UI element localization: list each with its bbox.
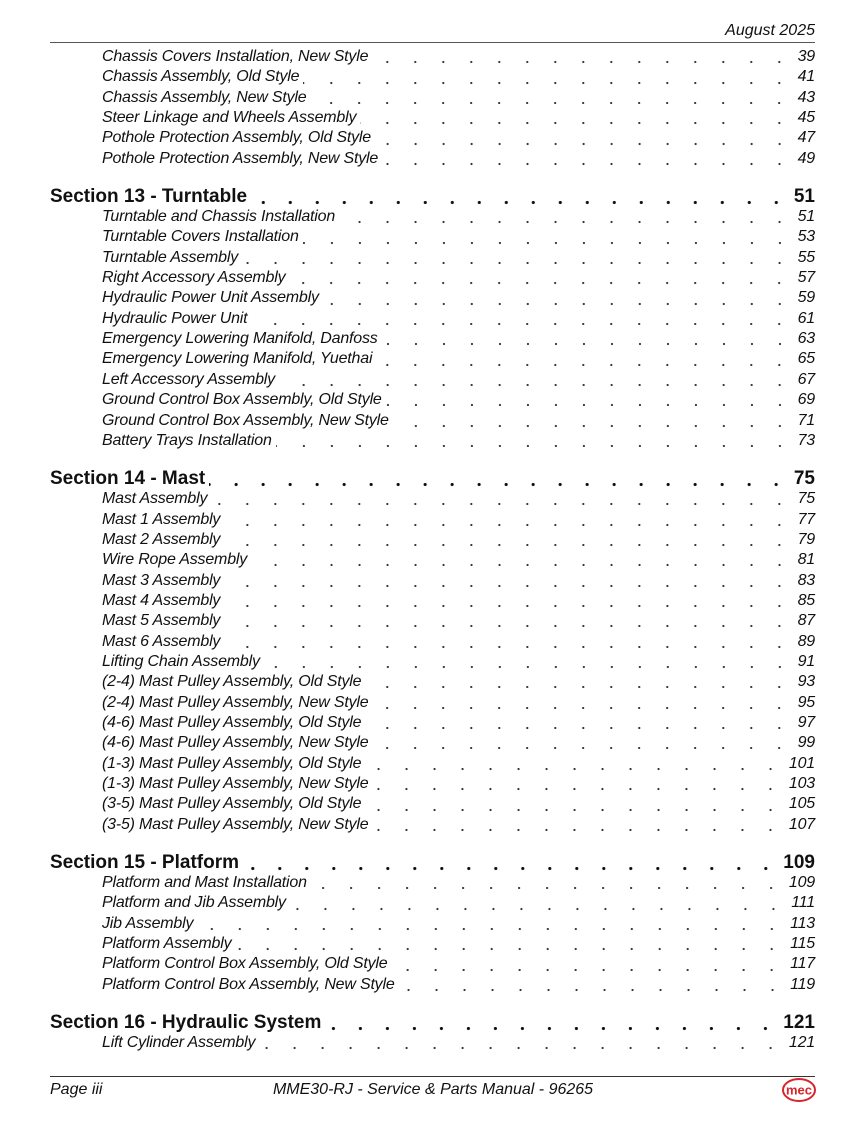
toc-page-number: 55 bbox=[797, 248, 815, 266]
toc-page-number: 71 bbox=[797, 411, 815, 429]
toc-page-number: 111 bbox=[791, 894, 815, 912]
toc-page-number: 65 bbox=[797, 350, 815, 368]
dot-leader bbox=[376, 363, 793, 367]
dot-leader bbox=[224, 624, 793, 628]
toc-entry-title: Chassis Assembly, New Style bbox=[102, 88, 307, 106]
toc-page-number: 97 bbox=[797, 713, 815, 731]
toc-entry[interactable] bbox=[50, 550, 815, 570]
toc-page-number: 119 bbox=[790, 975, 815, 993]
toc-entry[interactable] bbox=[50, 349, 815, 369]
dot-leader bbox=[323, 302, 794, 306]
dot-leader bbox=[197, 927, 786, 931]
toc-entry-title: Section 14 - Mast bbox=[50, 468, 206, 490]
toc-entry[interactable] bbox=[50, 693, 815, 713]
toc-entry[interactable] bbox=[50, 591, 815, 611]
toc-entry-title: (4-6) Mast Pulley Assembly, New Style bbox=[102, 734, 369, 752]
dot-leader bbox=[211, 502, 793, 506]
toc-entry[interactable] bbox=[50, 632, 815, 652]
toc-entry-title: Lifting Chain Assembly bbox=[102, 652, 260, 670]
toc-entry[interactable] bbox=[50, 411, 815, 431]
toc-entry-title: Right Accessory Assembly bbox=[102, 269, 286, 287]
toc-entry-title: Emergency Lowering Manifold, Danfoss bbox=[102, 330, 378, 348]
dot-leader bbox=[235, 947, 786, 951]
dot-leader bbox=[243, 866, 779, 871]
toc-page-number: 99 bbox=[797, 734, 815, 752]
toc-entry[interactable] bbox=[50, 1033, 815, 1053]
toc-entry[interactable] bbox=[50, 67, 815, 87]
toc-entry-title: Platform Control Box Assembly, Old Style bbox=[102, 955, 388, 973]
toc-page-number: 103 bbox=[788, 775, 815, 792]
toc-entry-title: (1-3) Mast Pulley Assembly, Old Style bbox=[102, 754, 362, 772]
toc-page-number: 93 bbox=[797, 673, 815, 691]
toc-page-number: 51 bbox=[793, 186, 815, 208]
toc-entry-title: (3-5) Mast Pulley Assembly, Old Style bbox=[102, 795, 362, 813]
dot-leader bbox=[224, 604, 793, 608]
dot-leader bbox=[365, 726, 793, 730]
toc-entry[interactable] bbox=[50, 149, 815, 169]
toc-entry-title: (1-3) Mast Pulley Assembly, New Style bbox=[102, 775, 369, 792]
dot-leader bbox=[365, 808, 785, 812]
dot-leader bbox=[303, 81, 793, 85]
toc-entry-title: Turntable Assembly bbox=[102, 248, 239, 266]
toc-page-number: 77 bbox=[797, 510, 815, 528]
toc-entry[interactable] bbox=[50, 934, 815, 954]
toc-entry[interactable] bbox=[50, 794, 815, 814]
dot-leader bbox=[251, 563, 794, 567]
dot-leader bbox=[242, 261, 794, 265]
toc-entry-title: Chassis Covers Installation, New Style bbox=[102, 48, 369, 65]
dot-leader bbox=[224, 645, 793, 649]
toc-page-number: 39 bbox=[797, 48, 815, 65]
toc-entry[interactable] bbox=[50, 88, 815, 108]
dot-leader bbox=[310, 101, 793, 105]
toc-page-number: 87 bbox=[797, 612, 815, 630]
toc-entry[interactable] bbox=[50, 571, 815, 591]
toc-page-number: 75 bbox=[797, 490, 815, 508]
toc-page-number: 117 bbox=[790, 955, 815, 973]
toc-entry-title: Mast 2 Assembly bbox=[102, 530, 221, 548]
toc-entry[interactable] bbox=[50, 227, 815, 247]
toc-entry[interactable] bbox=[50, 510, 815, 530]
toc-entry[interactable] bbox=[50, 207, 815, 227]
toc-entry[interactable] bbox=[50, 288, 815, 308]
toc-page-number: 67 bbox=[797, 370, 815, 388]
dot-leader bbox=[386, 403, 794, 407]
toc-entry-title: Pothole Protection Assembly, New Style bbox=[102, 149, 379, 167]
toc-section-heading[interactable] bbox=[50, 852, 815, 873]
toc-entry[interactable] bbox=[50, 128, 815, 148]
toc-entry-title: Ground Control Box Assembly, New Style bbox=[102, 411, 389, 429]
dot-leader bbox=[224, 584, 793, 588]
dot-leader bbox=[264, 665, 794, 669]
toc-entry-title: Turntable Covers Installation bbox=[102, 228, 299, 246]
table-of-contents bbox=[50, 47, 815, 1053]
toc-entry[interactable] bbox=[50, 914, 815, 934]
toc-entry-title: Section 13 - Turntable bbox=[50, 186, 248, 208]
toc-page-number: 113 bbox=[790, 914, 815, 932]
toc-page-number: 115 bbox=[790, 935, 815, 953]
toc-entry[interactable] bbox=[50, 733, 815, 753]
toc-entry-title: Mast 1 Assembly bbox=[102, 510, 221, 528]
toc-entry-title: Platform Assembly bbox=[102, 935, 232, 953]
toc-entry[interactable] bbox=[50, 611, 815, 631]
document-title: MME30-RJ - Service & Parts Manual - 96265 bbox=[272, 1081, 594, 1098]
toc-entry-title: Platform Control Box Assembly, New Style bbox=[102, 975, 395, 993]
toc-entry[interactable] bbox=[50, 329, 815, 349]
dot-leader bbox=[360, 121, 793, 125]
toc-entry[interactable] bbox=[50, 489, 815, 509]
toc-entry[interactable] bbox=[50, 713, 815, 733]
toc-entry-title: Hydraulic Power Unit Assembly bbox=[102, 289, 319, 307]
toc-page-number: 63 bbox=[797, 330, 815, 348]
toc-entry-title: (2-4) Mast Pulley Assembly, Old Style bbox=[102, 673, 362, 691]
toc-entry-title: Mast 4 Assembly bbox=[102, 591, 221, 609]
toc-entry-title: Chassis Assembly, Old Style bbox=[102, 68, 300, 86]
dot-leader bbox=[259, 1046, 785, 1050]
toc-entry-title: Mast 5 Assembly bbox=[102, 612, 221, 630]
toc-entry[interactable] bbox=[50, 652, 815, 672]
dot-leader bbox=[375, 142, 794, 146]
toc-page-number: 45 bbox=[797, 109, 815, 127]
dot-leader bbox=[224, 523, 793, 527]
toc-entry[interactable] bbox=[50, 774, 815, 794]
toc-section-heading[interactable] bbox=[50, 468, 815, 489]
toc-entry[interactable] bbox=[50, 530, 815, 550]
toc-entry-title: Pothole Protection Assembly, Old Style bbox=[102, 129, 371, 147]
toc-page-number: 95 bbox=[797, 693, 815, 711]
toc-section-heading[interactable] bbox=[50, 186, 815, 207]
toc-entry[interactable] bbox=[50, 754, 815, 774]
toc-page-number: 101 bbox=[788, 754, 815, 772]
toc-entry[interactable] bbox=[50, 248, 815, 268]
toc-entry[interactable] bbox=[50, 815, 815, 835]
toc-entry-title: Mast Assembly bbox=[102, 490, 208, 508]
toc-entry-title: Emergency Lowering Manifold, Yuethai bbox=[102, 350, 373, 368]
dot-leader bbox=[365, 685, 793, 689]
dot-leader bbox=[251, 322, 793, 326]
toc-entry-title: Turntable and Chassis Installation bbox=[102, 208, 336, 226]
dot-leader bbox=[391, 968, 786, 972]
dot-leader bbox=[372, 60, 793, 64]
dot-leader bbox=[276, 444, 794, 448]
dot-leader bbox=[372, 828, 784, 832]
toc-entry[interactable] bbox=[50, 370, 815, 390]
header-divider bbox=[50, 42, 815, 43]
toc-page-number: 61 bbox=[797, 309, 815, 327]
toc-page-number: 79 bbox=[797, 530, 815, 548]
toc-entry-title: (3-5) Mast Pulley Assembly, New Style bbox=[102, 815, 369, 833]
toc-page-number: 75 bbox=[793, 468, 815, 490]
toc-entry-title: (2-4) Mast Pulley Assembly, New Style bbox=[102, 693, 369, 711]
footer-divider bbox=[50, 1076, 815, 1077]
dot-leader bbox=[399, 988, 787, 992]
toc-entry-title: Lift Cylinder Assembly bbox=[102, 1034, 256, 1052]
toc-entry[interactable] bbox=[50, 268, 815, 288]
dot-leader bbox=[311, 886, 785, 890]
dot-leader bbox=[382, 342, 794, 346]
dot-leader bbox=[290, 907, 787, 911]
toc-entry[interactable] bbox=[50, 108, 815, 128]
dot-leader bbox=[279, 383, 794, 387]
toc-page-number: 91 bbox=[797, 652, 815, 670]
toc-page-number: 53 bbox=[797, 228, 815, 246]
dot-leader bbox=[339, 220, 794, 224]
toc-entry-title: Section 16 - Hydraulic System bbox=[50, 1012, 322, 1034]
toc-page-number: 59 bbox=[797, 289, 815, 307]
mec-logo-icon bbox=[782, 1078, 816, 1102]
toc-page-number: 89 bbox=[797, 632, 815, 650]
toc-entry[interactable] bbox=[50, 390, 815, 410]
toc-page-number: 47 bbox=[797, 129, 815, 147]
toc-page-number: 109 bbox=[783, 852, 815, 874]
toc-page-number: 109 bbox=[788, 874, 815, 892]
dot-leader bbox=[372, 787, 784, 791]
toc-section-heading[interactable] bbox=[50, 1012, 815, 1033]
toc-entry-title: Mast 6 Assembly bbox=[102, 632, 221, 650]
toc-entry[interactable] bbox=[50, 893, 815, 913]
toc-entry-title: Ground Control Box Assembly, Old Style bbox=[102, 391, 382, 409]
toc-entry-title: Section 15 - Platform bbox=[50, 852, 239, 874]
toc-entry-title: Jib Assembly bbox=[102, 914, 194, 932]
dot-leader bbox=[325, 1026, 779, 1031]
toc-entry-title: Battery Trays Installation bbox=[102, 431, 272, 449]
toc-page-number: 83 bbox=[797, 571, 815, 589]
toc-page-number: 57 bbox=[797, 269, 815, 287]
toc-entry[interactable] bbox=[50, 975, 815, 995]
toc-page-number: 121 bbox=[783, 1012, 815, 1034]
dot-leader bbox=[382, 162, 794, 166]
toc-page-number: 81 bbox=[797, 551, 815, 569]
dot-leader bbox=[303, 241, 794, 245]
toc-entry-title: Left Accessory Assembly bbox=[102, 370, 275, 388]
dot-leader bbox=[251, 200, 790, 205]
page-number: Page iii bbox=[50, 1081, 103, 1098]
header-date: August 2025 bbox=[725, 22, 815, 39]
dot-leader bbox=[224, 543, 793, 547]
toc-entry-title: Mast 3 Assembly bbox=[102, 571, 221, 589]
svg-text:mec: mec bbox=[785, 1082, 813, 1098]
toc-entry-title: Platform and Jib Assembly bbox=[102, 894, 286, 912]
dot-leader bbox=[365, 767, 785, 771]
toc-entry[interactable] bbox=[50, 954, 815, 974]
toc-page-number: 69 bbox=[797, 391, 815, 409]
toc-entry-title: Wire Rope Assembly bbox=[102, 551, 248, 569]
toc-page-number: 107 bbox=[788, 815, 815, 833]
toc-entry[interactable] bbox=[50, 47, 815, 67]
toc-page-number: 49 bbox=[797, 149, 815, 167]
dot-leader bbox=[372, 746, 793, 750]
dot-leader bbox=[209, 482, 790, 487]
toc-page-number: 85 bbox=[797, 591, 815, 609]
toc-entry[interactable] bbox=[50, 672, 815, 692]
toc-entry[interactable] bbox=[50, 309, 815, 329]
toc-entry-title: Hydraulic Power Unit bbox=[102, 309, 248, 327]
toc-page-number: 43 bbox=[797, 88, 815, 106]
toc-page-number: 121 bbox=[788, 1034, 815, 1052]
toc-entry[interactable] bbox=[50, 431, 815, 451]
toc-page-number: 105 bbox=[788, 795, 815, 813]
toc-entry-title: Platform and Mast Installation bbox=[102, 874, 307, 892]
toc-page-number: 51 bbox=[797, 208, 815, 226]
toc-page-number: 41 bbox=[797, 68, 815, 86]
dot-leader bbox=[393, 424, 794, 428]
toc-entry-title: (4-6) Mast Pulley Assembly, Old Style bbox=[102, 713, 362, 731]
toc-page-number: 73 bbox=[797, 431, 815, 449]
dot-leader bbox=[372, 706, 793, 710]
toc-entry[interactable] bbox=[50, 873, 815, 893]
toc-entry-title: Steer Linkage and Wheels Assembly bbox=[102, 109, 357, 127]
dot-leader bbox=[289, 281, 793, 285]
